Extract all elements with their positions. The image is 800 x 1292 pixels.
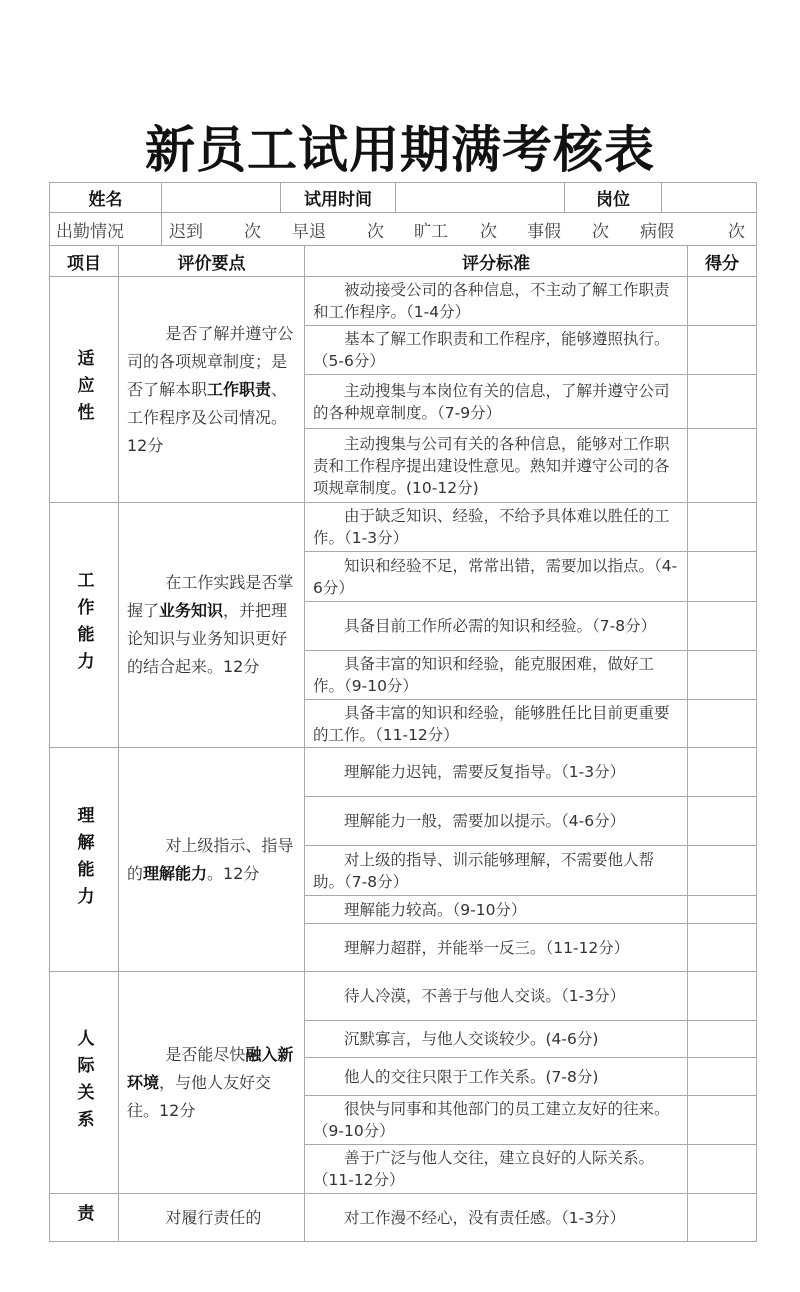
criteria-row: 主动搜集与本岗位有关的信息，了解并遵守公司的各种规章制度。（7-9分） (304, 374, 688, 429)
point-adaptability: 是否了解并遵守公司的各项规章制度；是否了解本职工作职责、工作程序及公司情况。12分 (118, 276, 305, 503)
criteria-row: 对上级的指导、训示能够理解，不需要他人帮助。（7-8分） (304, 845, 688, 896)
category-responsibility: 责 (49, 1193, 119, 1242)
score-field[interactable] (687, 845, 757, 896)
criteria-row: 理解能力一般，需要加以提示。（4-6分） (304, 796, 688, 846)
sick-leave-count-field[interactable]: 次 (728, 221, 745, 242)
attendance-label: 出勤情况 (49, 212, 162, 246)
late-label: 迟到 (169, 221, 203, 242)
score-field[interactable] (687, 502, 757, 552)
position-label: 岗位 (564, 182, 662, 213)
absent-count-field[interactable]: 次 (480, 221, 497, 242)
score-field[interactable] (687, 1095, 757, 1145)
score-field[interactable] (687, 1193, 757, 1242)
name-field[interactable] (161, 182, 281, 213)
criteria-row: 善于广泛与他人交往，建立良好的人际关系。（11-12分） (304, 1144, 688, 1194)
point-comprehension: 对上级指示、指导的理解能力。12分 (118, 747, 305, 972)
criteria-row: 很快与同事和其他部门的员工建立友好的往来。（9-10分） (304, 1095, 688, 1145)
header-points: 评价要点 (118, 245, 305, 277)
trial-period-field[interactable] (395, 182, 565, 213)
score-field[interactable] (687, 428, 757, 503)
score-field[interactable] (687, 895, 757, 924)
criteria-row: 理解力超群，并能举一反三。（11-12分） (304, 923, 688, 972)
page-title: 新员工试用期满考核表 (145, 121, 655, 179)
attendance-fields (161, 212, 757, 246)
late-count-field[interactable]: 次 (244, 221, 261, 242)
personal-leave-label: 事假 (527, 221, 561, 242)
score-field[interactable] (687, 971, 757, 1021)
criteria-row: 具备丰富的知识和经验，能够胜任比目前更重要的工作。（11-12分） (304, 699, 688, 748)
criteria-row: 被动接受公司的各种信息，不主动了解工作职责和工作程序。（1-4分） (304, 276, 688, 326)
criteria-row: 基本了解工作职责和工作程序，能够遵照执行。（5-6分） (304, 325, 688, 375)
score-field[interactable] (687, 374, 757, 429)
criteria-row: 沉默寡言，与他人交谈较少。(4-6分) (304, 1020, 688, 1058)
personal-leave-count-field[interactable]: 次 (592, 221, 609, 242)
score-field[interactable] (687, 923, 757, 972)
point-responsibility: 对履行责任的 (118, 1193, 305, 1242)
early-leave-count-field[interactable]: 次 (367, 221, 384, 242)
score-field[interactable] (687, 551, 757, 602)
category-adaptability: 适应性 (49, 276, 119, 503)
score-field[interactable] (687, 699, 757, 748)
sick-leave-label: 病假 (640, 221, 674, 242)
score-field[interactable] (687, 325, 757, 375)
criteria-row: 理解能力迟钝，需要反复指导。（1-3分） (304, 747, 688, 797)
name-label: 姓名 (49, 182, 162, 213)
absent-label: 旷工 (414, 221, 448, 242)
criteria-row: 由于缺乏知识、经验，不给予具体难以胜任的工作。（1-3分） (304, 502, 688, 552)
point-interpersonal: 是否能尽快融入新环境，与他人友好交往。12分 (118, 971, 305, 1194)
score-field[interactable] (687, 276, 757, 326)
position-field[interactable] (661, 182, 757, 213)
criteria-row: 具备丰富的知识和经验，能克服困难，做好工作。（9-10分） (304, 650, 688, 700)
score-field[interactable] (687, 650, 757, 700)
point-work-ability: 在工作实践是否掌握了业务知识，并把理论知识与业务知识更好的结合起来。12分 (118, 502, 305, 748)
score-field[interactable] (687, 1020, 757, 1058)
category-work-ability: 工作能力 (49, 502, 119, 748)
score-field[interactable] (687, 601, 757, 651)
criteria-row: 他人的交往只限于工作关系。(7-8分) (304, 1057, 688, 1096)
category-interpersonal: 人际关系 (49, 971, 119, 1194)
early-leave-label: 早退 (292, 221, 326, 242)
score-field[interactable] (687, 1144, 757, 1194)
category-comprehension: 理解能力 (49, 747, 119, 972)
criteria-row: 具备目前工作所必需的知识和经验。（7-8分） (304, 601, 688, 651)
score-field[interactable] (687, 1057, 757, 1096)
criteria-row: 对工作漫不经心，没有责任感。（1-3分） (304, 1193, 688, 1242)
score-field[interactable] (687, 747, 757, 797)
criteria-row: 理解能力较高。（9-10分） (304, 895, 688, 924)
header-score: 得分 (687, 245, 757, 277)
criteria-row: 主动搜集与公司有关的各种信息，能够对工作职责和工作程序提出建设性意见。熟知并遵守公司的各项规章制度。(10-12分) (304, 428, 688, 503)
criteria-row: 待人冷漠，不善于与他人交谈。（1-3分） (304, 971, 688, 1021)
trial-period-label: 试用时间 (280, 182, 396, 213)
score-field[interactable] (687, 796, 757, 846)
header-criteria: 评分标准 (304, 245, 688, 277)
header-item: 项目 (49, 245, 119, 277)
criteria-row: 知识和经验不足，常常出错，需要加以指点。（4-6分） (304, 551, 688, 602)
